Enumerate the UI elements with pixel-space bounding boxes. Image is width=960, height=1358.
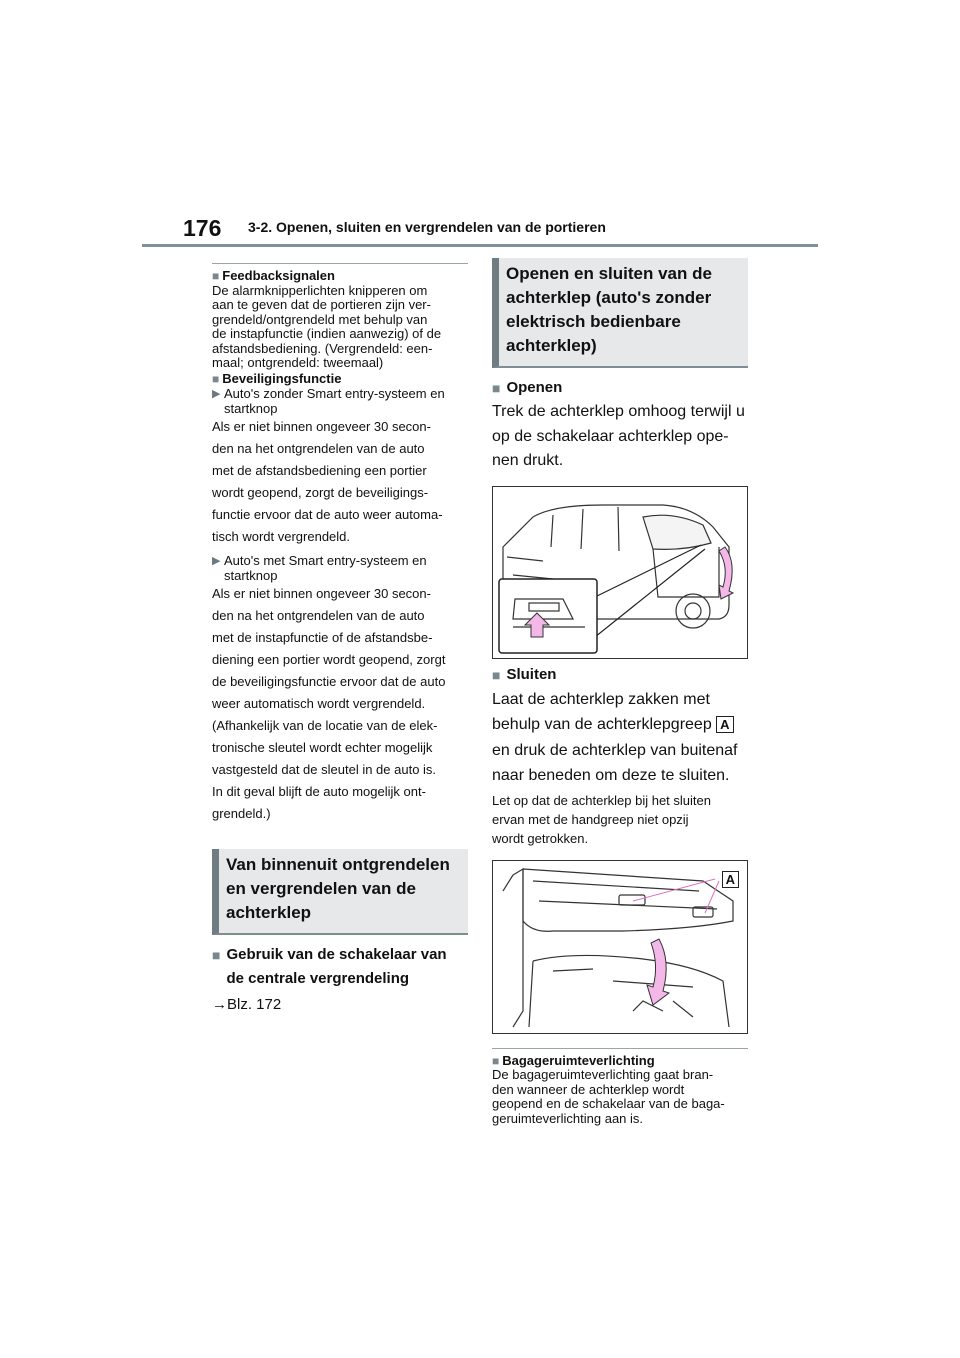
security-item1-title: ▶ Auto's zonder Smart entry-systeem en startknop bbox=[212, 386, 445, 416]
square-bullet-icon: ■ bbox=[492, 1053, 500, 1068]
figure-close-tailgate bbox=[492, 860, 748, 1034]
triangle-bullet-icon: ▶ bbox=[212, 555, 221, 567]
callout-a-label: A bbox=[716, 716, 733, 733]
figure-open-tailgate bbox=[492, 486, 748, 659]
triangle-bullet-icon: ▶ bbox=[212, 388, 221, 400]
section-title-manual-tailgate: Openen en sluiten van de achterklep (auto's zonder elektrisch bedienbare achterklep) bbox=[492, 258, 748, 368]
header-rule bbox=[142, 244, 818, 247]
right-column bbox=[492, 258, 748, 1126]
open-heading: ■ Openen bbox=[492, 376, 748, 400]
left-column bbox=[212, 263, 468, 1018]
security-item2-text: Als er niet binnen ongeveer 30 secon- den na het ontgrendelen van de auto met de instapfunctie of de afstandsbe- diening een portier wordt geopend, zorgt de beveiligingsfunctie ervoor dat de auto weer automatisch wordt vergrendeld. (Afhankelijk van de locatie van de elek- tronische sleutel wordt echter mogelijk vastgesteld dat de sleutel in de auto is. In dit geval blijft de auto mogelijk ont- grendeld.) bbox=[212, 586, 446, 821]
page-number: 176 bbox=[183, 215, 222, 241]
square-bullet-icon: ■ bbox=[212, 269, 220, 283]
open-text: Trek de achterklep omhoog terwijl u op de schakelaar achterklep ope- nen drukt. bbox=[492, 403, 745, 469]
tailgate-interior-illustration bbox=[493, 861, 747, 1033]
section-header-title: 3-2. Openen, sluiten en vergrendelen van de portieren bbox=[248, 219, 606, 235]
security-item1-text: Als er niet binnen ongeveer 30 secon- den na het ontgrendelen van de auto met de afstandsbediening een portier wordt geopend, zorgt de beveiligings- functie ervoor dat de auto weer automa- tisch wordt vergrendeld. bbox=[212, 419, 443, 544]
close-text: Laat de achterklep zakken met behulp van de achterklepgreep A en druk de achterklep van buitenaf naar beneden om deze te sluiten. bbox=[492, 690, 738, 784]
security-heading: ■ Beveiligingsfunctie bbox=[212, 370, 342, 386]
square-bullet-icon: ■ bbox=[492, 380, 501, 396]
square-bullet-icon: ■ bbox=[212, 371, 220, 386]
feedback-text: De alarmknipperlichten knipperen om aan te geven dat de portieren zijn ver- grendeld/ontgrendeld met behulp van de instapfunctie (indien aanwezig) of de afstandsbediening. (Vergrendeld: een- maal; ontgrendeld: tweemaal) bbox=[212, 282, 442, 370]
section-title-inside-unlock: Van binnenuit ontgrendelen en vergrendelen van de achterklep bbox=[212, 849, 468, 935]
feedback-heading: ■ Feedbacksignalen bbox=[212, 268, 335, 283]
page-reference: →Blz. 172 bbox=[212, 996, 282, 1013]
square-bullet-icon: ■ bbox=[212, 947, 221, 963]
security-item2-title: ▶ Auto's met Smart entry-systeem en startknop bbox=[212, 553, 427, 583]
car-rear-illustration bbox=[493, 487, 747, 658]
callout-a-label: A bbox=[722, 871, 739, 888]
divider bbox=[492, 1048, 748, 1049]
close-note: Let op dat de achterklep bij het sluiten ervan met de handgreep niet opzij wordt getrokken. bbox=[492, 792, 711, 846]
luggage-light-heading: ■ Bagageruimteverlichting bbox=[492, 1052, 655, 1068]
luggage-light-text: De bagageruimteverlichting gaat bran- den wanneer de achterklep wordt geopend en de schakelaar van de baga- geruimteverlichting aan is. bbox=[492, 1067, 725, 1126]
close-heading: ■ Sluiten bbox=[492, 663, 748, 687]
divider bbox=[212, 263, 468, 264]
square-bullet-icon: ■ bbox=[492, 666, 501, 683]
central-lock-subheading: ■ Gebruik van de schakelaar van de centrale vergrendeling bbox=[212, 943, 468, 991]
